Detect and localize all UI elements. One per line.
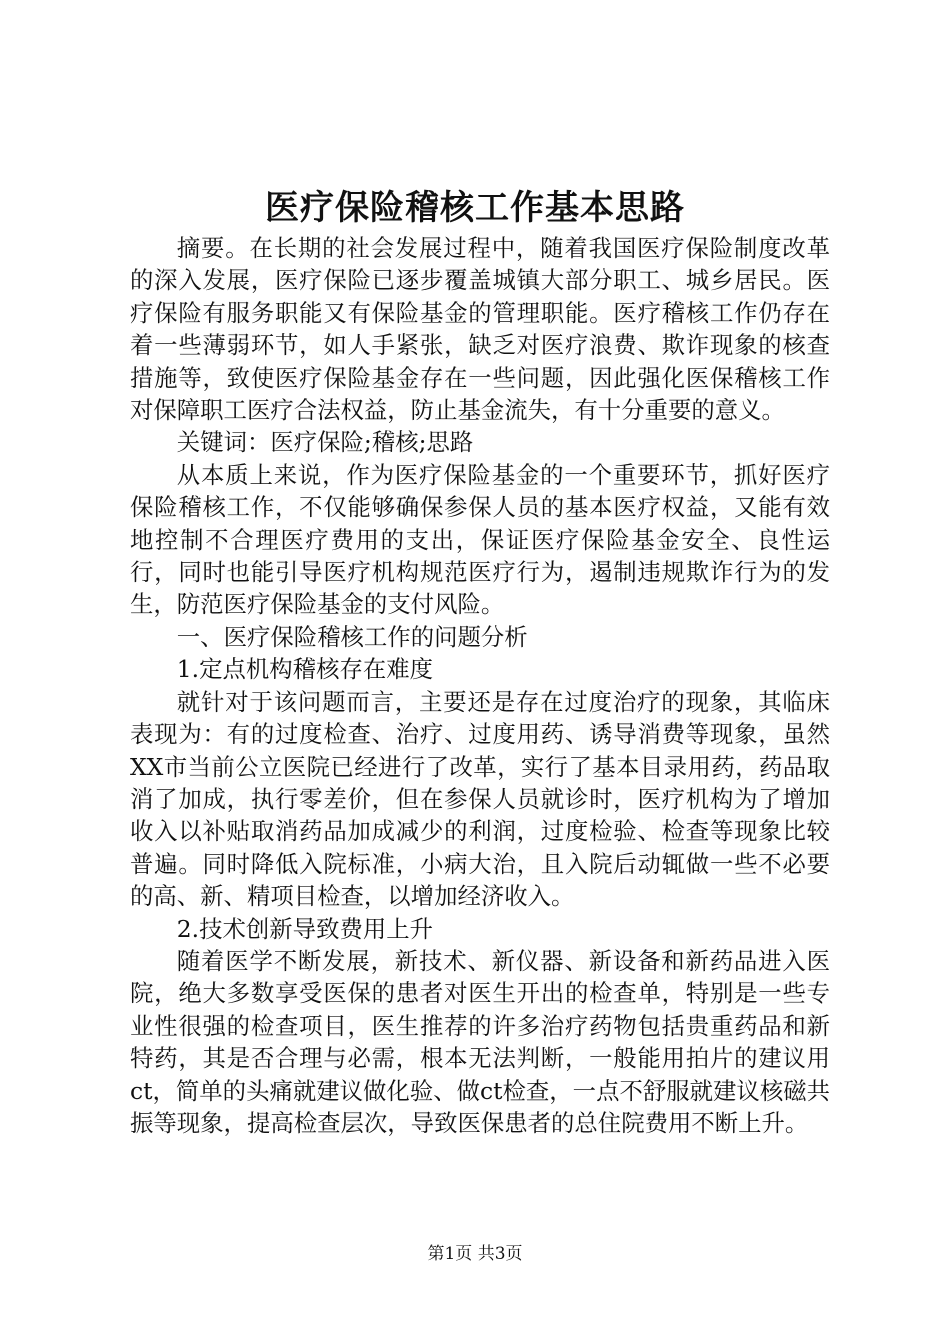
abstract-paragraph: 摘要。在长期的社会发展过程中，随着我国医疗保险制度改革的深入发展，医疗保险已逐步覆盖城镇大部分职工、城乡居民。医疗保险有服务职能又有保险基金的管理职能。医疗稽核工作仍存在着一些薄弱环节，如人手紧张，缺乏对医疗浪费、欺诈现象的核查措施等，致使医疗保险基金存在一些问题，因此强化医保稽核工作对保障职工医疗合法权益，防止基金流失，有十分重要的意义。 [130, 234, 830, 425]
body-paragraph: 随着医学不断发展，新技术、新仪器、新设备和新药品进入医院，绝大多数享受医保的患者对医生开出的检查单，特别是一些专业性很强的检查项目，医生推荐的许多治疗药物包括贵重药品和新特药，其是否合理与必需，根本无法判断，一般能用拍片的建议用ct，简单的头痛就建议做化验、做ct检查，一点不舒服就建议核磁共振等现象，提高检查层次，导致医保患者的总住院费用不断上升。 [130, 946, 830, 1137]
body-paragraph: 就针对于该问题而言，主要还是存在过度治疗的现象，其临床表现为：有的过度检查、治疗、过度用药、诱导消费等现象，虽然XX市当前公立医院已经进行了改革，实行了基本目录用药，药品取消了加成，执行零差价，但在参保人员就诊时，医疗机构为了增加收入以补贴取消药品加成减少的利润，过度检验、检查等现象比较普遍。同时降低入院标准，小病大治，且入院后动辄做一些不必要的高、新、精项目检查，以增加经济收入。 [130, 687, 830, 911]
document-title: 医疗保险稽核工作基本思路 [265, 188, 685, 228]
intro-paragraph: 从本质上来说，作为医疗保险基金的一个重要环节，抓好医疗保险稽核工作，不仅能够确保参保人员的基本医疗权益，又能有效地控制不合理医疗费用的支出，保证医疗保险基金安全、良性运行，同时也能引导医疗机构规范医疗行为，遏制违规欺诈行为的发生，防范医疗保险基金的支付风险。 [130, 460, 830, 619]
keywords-paragraph: 关键词：医疗保险;稽核;思路 [176, 428, 474, 457]
subsection-heading: 1.定点机构稽核存在难度 [176, 655, 434, 684]
document-body [130, 232, 830, 1139]
section-heading: 一、医疗保险稽核工作的问题分析 [176, 622, 528, 651]
subsection-heading: 2.技术创新导致费用上升 [176, 914, 434, 943]
page-footer: 第1页 共3页 [427, 1244, 523, 1264]
